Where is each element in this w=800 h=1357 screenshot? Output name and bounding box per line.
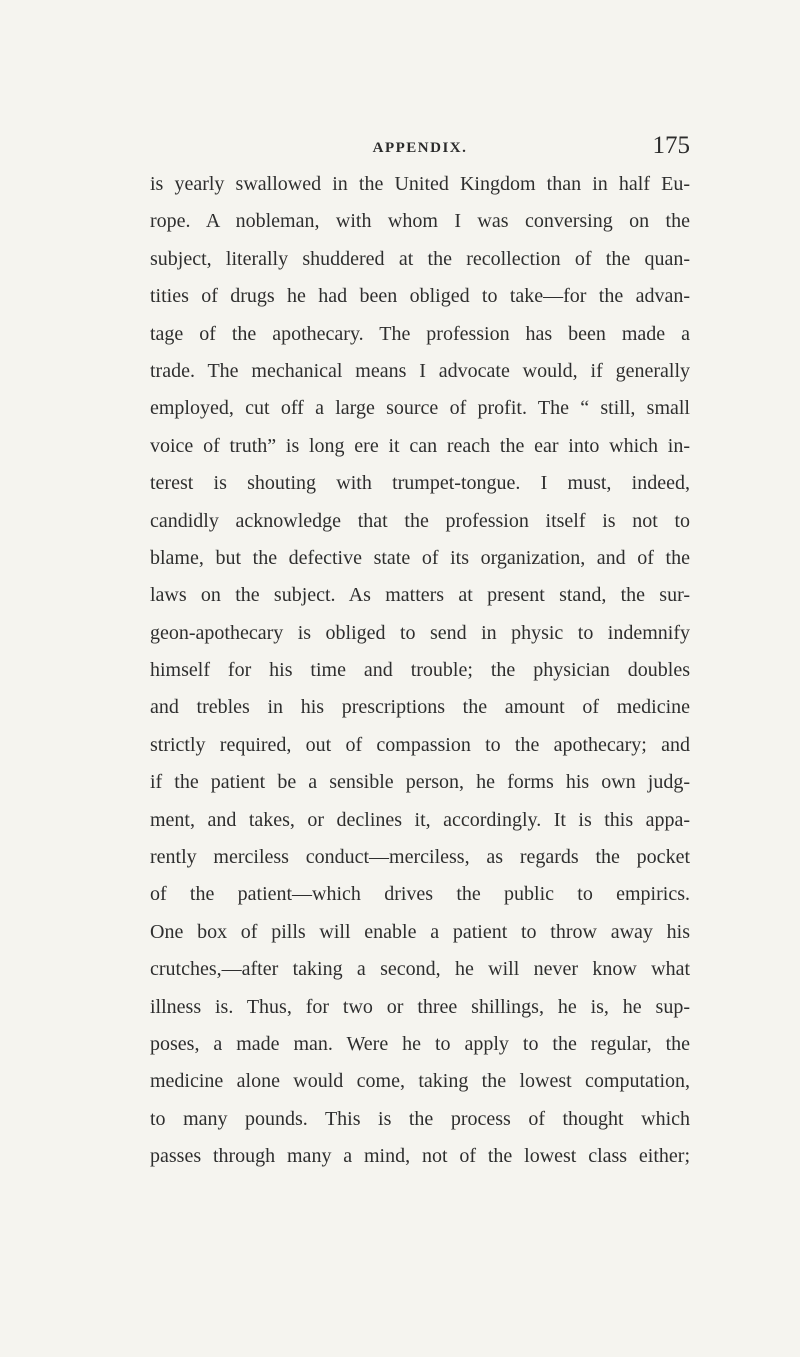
text-line: strictly required, out of compassion to the apothecary; and [150, 733, 690, 756]
text-line: illness is. Thus, for two or three shillings, he is, he sup- [150, 995, 690, 1018]
text-line: rently merciless conduct—merciless, as regards the pocket [150, 846, 690, 869]
text-line: tities of drugs he had been obliged to take—for the advan- [150, 285, 690, 308]
text-line: is yearly swallowed in the United Kingdom than in half Eu- [150, 173, 690, 195]
text-line: tage of the apothecary. The profession has been made a [150, 322, 690, 345]
text-line: himself for his time and trouble; the physician doubles [150, 659, 690, 682]
text-line: geon-apothecary is obliged to send in physic to indemnify [150, 621, 690, 644]
text-line: if the patient be a sensible person, he forms his own judg- [150, 771, 690, 794]
text-line: passes through many a mind, not of the lowest class either; [150, 1145, 690, 1168]
running-head [150, 132, 690, 166]
text-line: terest is shouting with trumpet-tongue. I must, indeed, [150, 472, 690, 495]
text-line: to many pounds. This is the process of thought which [150, 1107, 690, 1130]
text-line: rope. A nobleman, with whom I was conversing on the [150, 210, 690, 233]
text-line: voice of truth” is long ere it can reach the ear into which in- [150, 434, 690, 457]
text-line: One box of pills will enable a patient to throw away his [150, 920, 690, 943]
text-line: and trebles in his prescriptions the amount of medicine [150, 696, 690, 719]
text-line: medicine alone would come, taking the lowest computation, [150, 1070, 690, 1093]
text-line: ment, and takes, or declines it, accordingly. It is this appa- [150, 808, 690, 831]
text-line: laws on the subject. As matters at present stand, the sur- [150, 584, 690, 607]
text-line: of the patient—which drives the public to empirics. [150, 883, 690, 906]
text-line: subject, literally shuddered at the recollection of the quan- [150, 247, 690, 270]
page-number: 175 [652, 132, 690, 159]
text-line: crutches,—after taking a second, he will never know what [150, 958, 690, 981]
text-line: blame, but the defective state of its organization, and of the [150, 546, 690, 569]
running-title: APPENDIX. [372, 140, 468, 156]
text-line: employed, cut off a large source of profit. The “ still, small [150, 397, 690, 420]
text-line: candidly acknowledge that the profession itself is not to [150, 509, 690, 532]
body-text [150, 166, 690, 1176]
text-line: trade. The mechanical means I advocate would, if generally [150, 359, 690, 382]
text-line: poses, a made man. Were he to apply to the regular, the [150, 1032, 690, 1055]
